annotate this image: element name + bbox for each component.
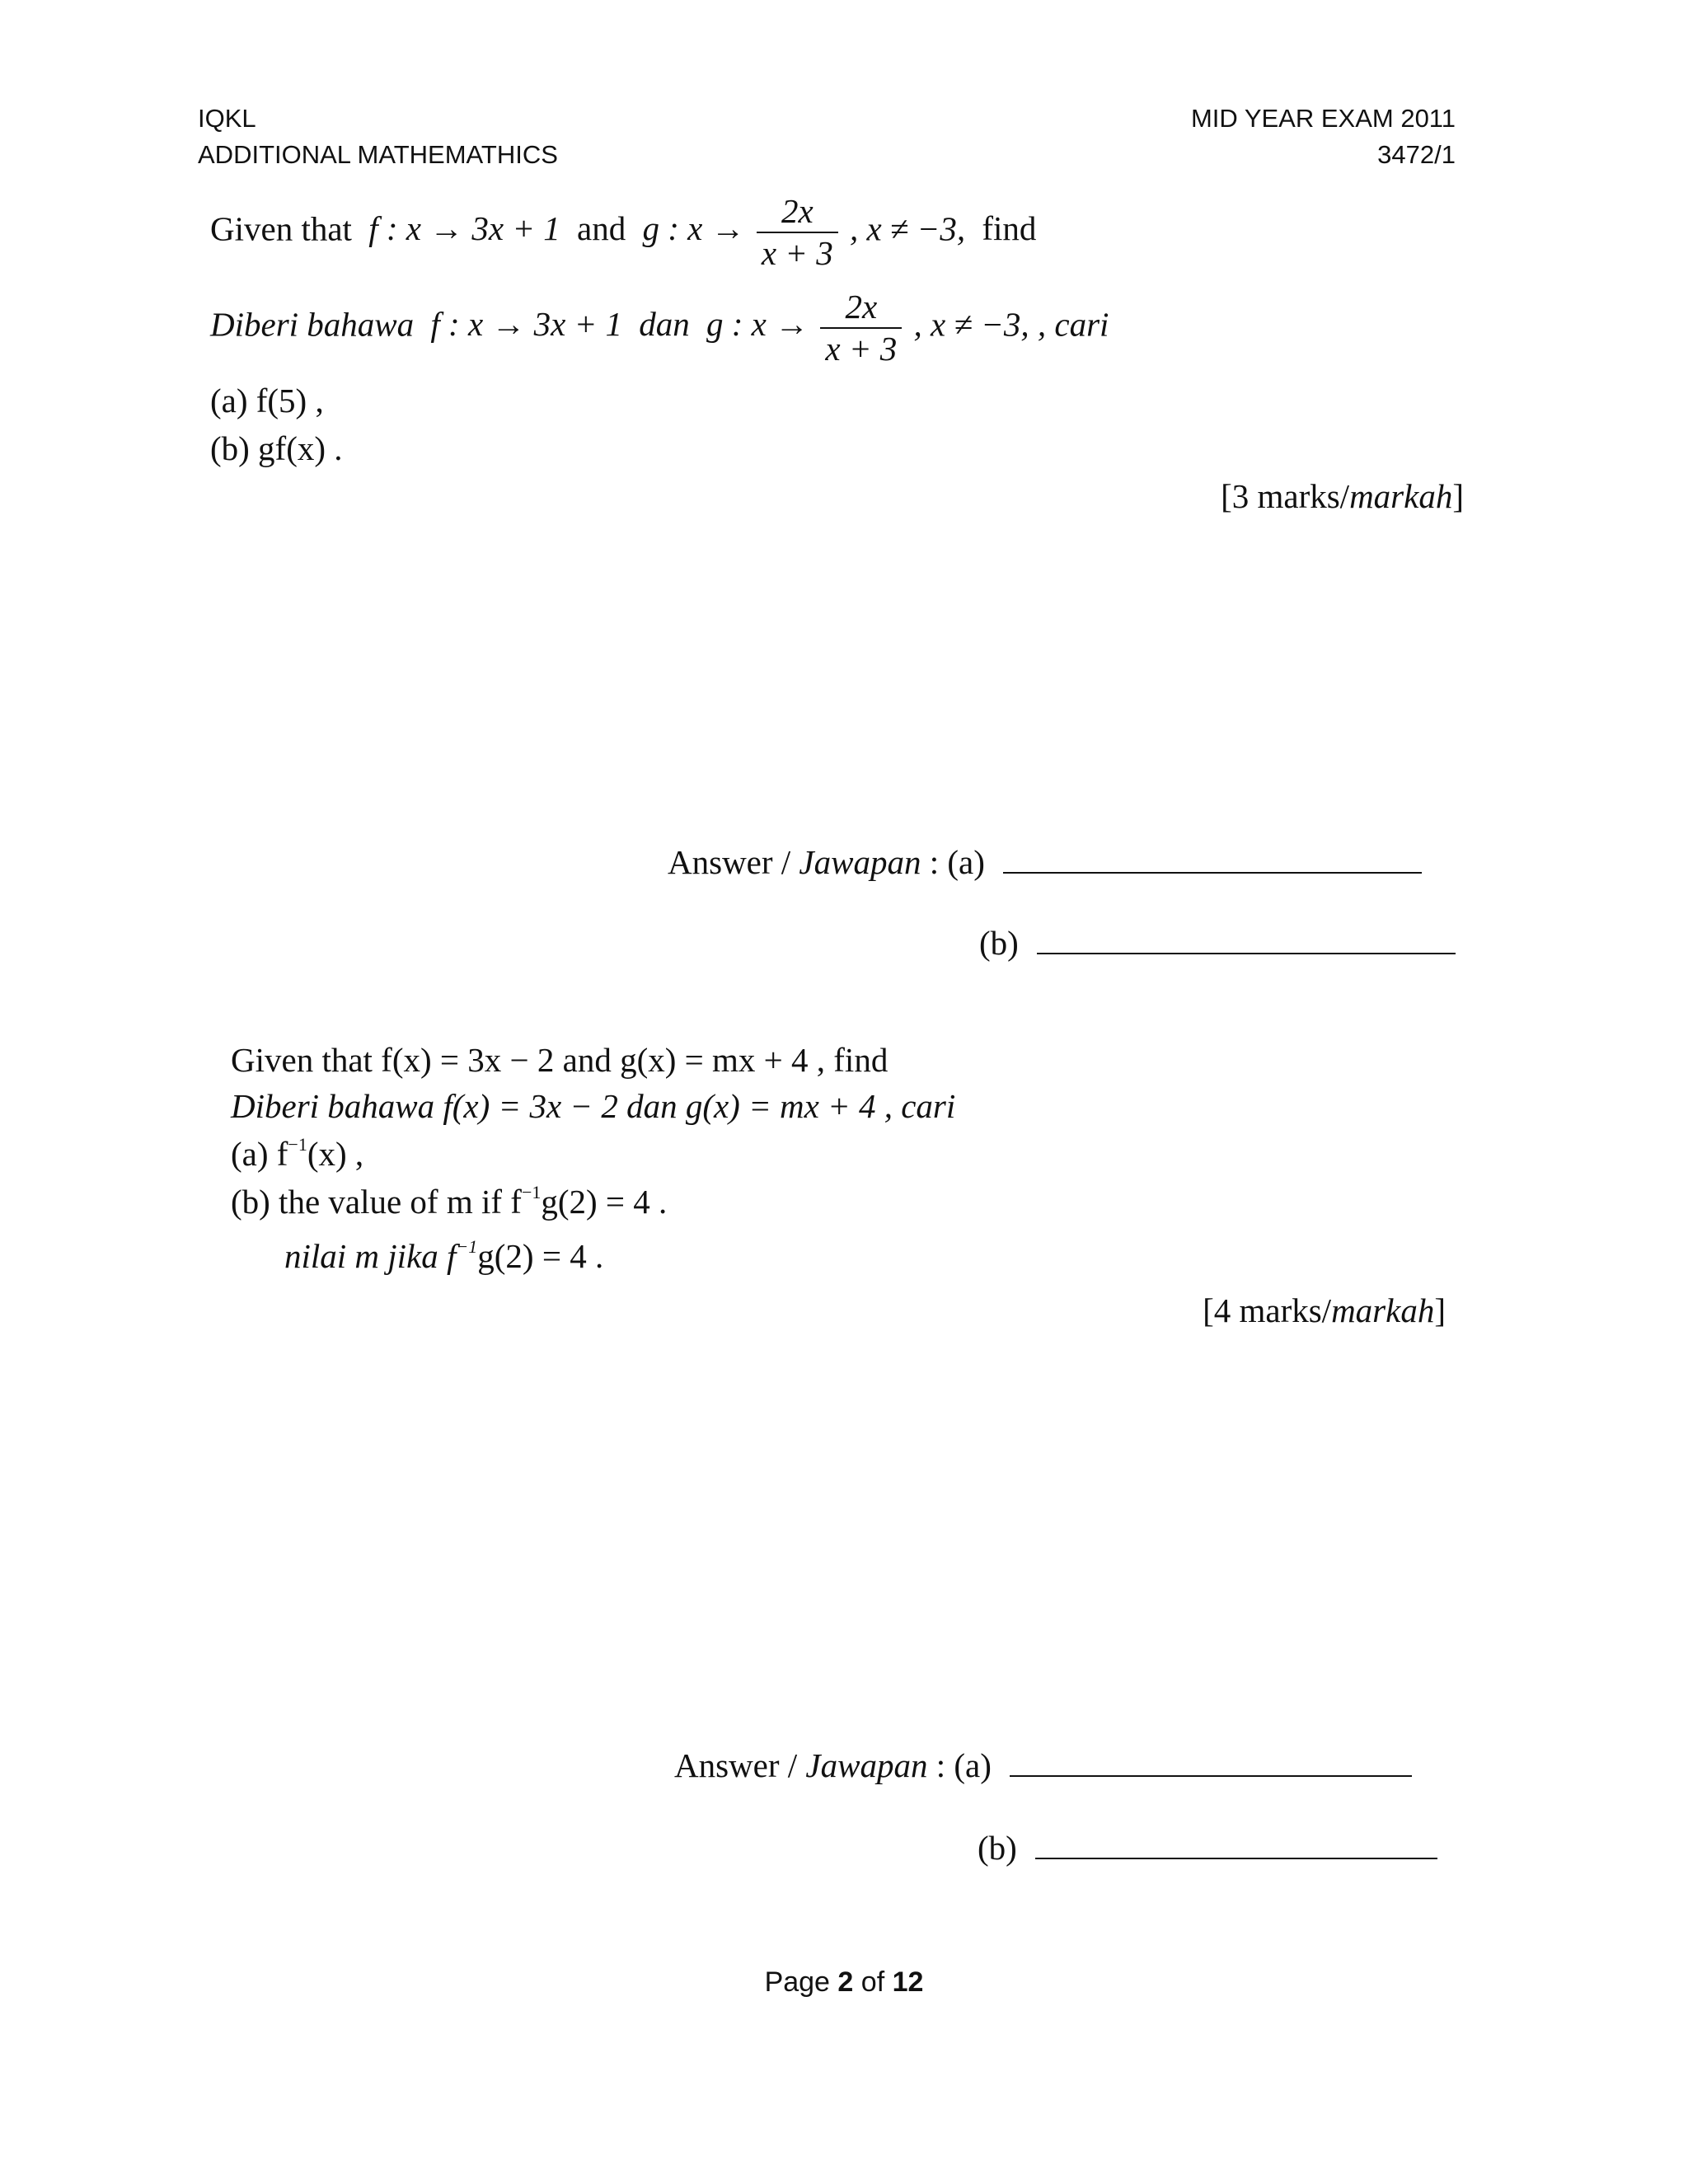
q2-answer-a (674, 1746, 1412, 1784)
q2-marks-suffix: ] (1434, 1291, 1446, 1329)
q2-part-b-ms-sup: −1 (456, 1236, 478, 1257)
page-footer (0, 1966, 1688, 1999)
footer-total-pages: 12 (892, 1966, 924, 1998)
q2-answer-label-ms: Jawapan (805, 1746, 928, 1784)
q1-f-def-ms: f : x → 3x + 1 (430, 305, 623, 344)
footer-page-num: 2 (837, 1966, 854, 1998)
q2-answer-label: Answer / (674, 1746, 806, 1784)
q1-answer-b (979, 926, 1456, 960)
q2-answer-b-label: (b) (978, 1829, 1017, 1867)
q2-marks (1203, 1291, 1446, 1330)
q2-part-a (231, 1136, 363, 1171)
q1-part-a: (a) f(5) , (210, 382, 324, 419)
q1-part-b: (b) gf(x) . (210, 429, 343, 467)
footer-of-word: of (860, 1966, 885, 1998)
subject-name: ADDITIONAL MATHEMATHICS (198, 140, 558, 169)
school-name: IQKL (198, 104, 256, 133)
q1-intro-ms: Diberi bahawa (210, 305, 415, 344)
q1-marks (1221, 476, 1464, 516)
q2-answer-a-label: : (a) (927, 1746, 992, 1784)
q1-frac-den: x + 3 (757, 232, 838, 270)
q1-frac-num-ms: 2x (845, 288, 878, 326)
q2-marks-prefix: [4 marks/ (1203, 1291, 1332, 1329)
q1-marks-italic: markah (1349, 477, 1453, 515)
q1-fraction (757, 194, 838, 270)
q1-g-prefix-ms: g : x → (706, 305, 809, 344)
q1-line-en (210, 194, 1036, 270)
q2-part-b-post: g(2) = 4 . (541, 1183, 668, 1221)
q1-fraction-ms (820, 290, 902, 366)
q1-g-prefix: g : x → (642, 209, 745, 248)
q2-part-b-ms-pre: nilai m jika f (284, 1237, 457, 1275)
q1-g-suffix-ms: , x ≠ −3, (913, 305, 1029, 344)
q1-find: find (982, 209, 1037, 248)
q1-answer-a (668, 843, 1422, 881)
q2-part-b-sup: −1 (521, 1182, 542, 1202)
q2-part-a-sup: −1 (288, 1134, 307, 1155)
q1-marks-suffix: ] (1452, 477, 1464, 515)
q1-answer-b-label: (b) (979, 924, 1019, 962)
q2-part-a-post: (x) , (307, 1135, 364, 1173)
q2-line-en: Given that f(x) = 3x − 2 and g(x) = mx + 4 , find (231, 1041, 889, 1079)
q1-answer-a-line[interactable] (1003, 872, 1422, 874)
q1-line-ms (210, 290, 1109, 366)
q2-answer-b-line[interactable] (1035, 1858, 1437, 1859)
q2-answer-a-line[interactable] (1010, 1775, 1412, 1777)
q2-answer-b (978, 1831, 1437, 1865)
q1-marks-prefix: [3 marks/ (1221, 477, 1350, 515)
q1-intro-en: Given that (210, 209, 352, 248)
q1-cari: , cari (1037, 305, 1109, 344)
q1-f-def: f : x → 3x + 1 (368, 209, 560, 248)
q1-answer-a-label: : (a) (921, 843, 985, 881)
footer-page-word: Page (764, 1966, 830, 1998)
q1-dan: dan (639, 305, 690, 344)
q1-frac-num: 2x (781, 192, 814, 230)
q1-frac-den-ms: x + 3 (820, 327, 902, 366)
q2-part-b-ms (284, 1238, 603, 1273)
q2-marks-italic: markah (1331, 1291, 1435, 1329)
q1-and: and (577, 209, 626, 248)
exam-title: MID YEAR EXAM 2011 (1190, 104, 1456, 133)
q2-part-b (231, 1183, 667, 1219)
q2-line-ms: Diberi bahawa f(x) = 3x − 2 dan g(x) = mx + 4 , cari (231, 1087, 956, 1125)
q2-part-b-ms-post: g(2) = 4 . (477, 1237, 604, 1275)
q2-part-b-pre: (b) the value of m if f (231, 1183, 522, 1221)
q1-answer-label-ms: Jawapan (799, 843, 921, 881)
q2-part-a-pre: (a) f (231, 1135, 288, 1173)
q1-answer-label: Answer / (668, 843, 799, 881)
q1-g-suffix: , x ≠ −3, (849, 209, 966, 248)
paper-code: 3472/1 (1377, 140, 1456, 169)
q1-answer-b-line[interactable] (1037, 953, 1456, 954)
